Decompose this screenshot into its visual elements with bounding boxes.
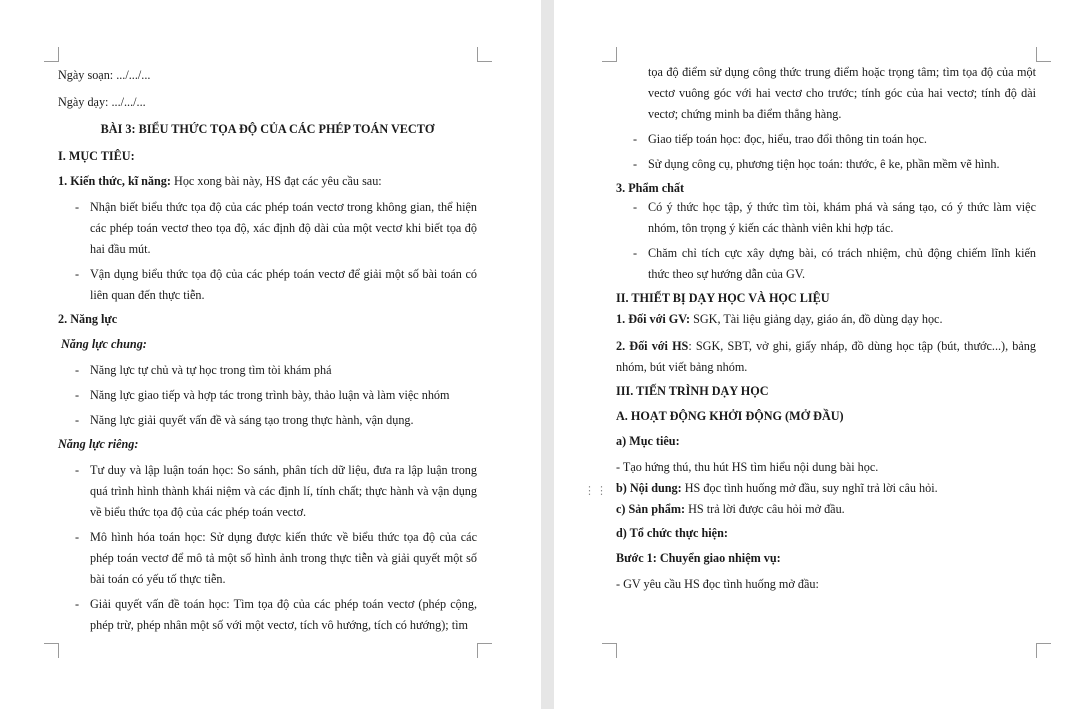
- crop-mark-top-left: [44, 47, 59, 62]
- hs-text: : SGK, SBT, vở ghi, giấy nháp, đồ dùng học tập (bút, thước...), bảng nhóm, bút viết bảng nhóm.: [616, 339, 1036, 374]
- lesson-title: BÀI 3: BIỂU THỨC TỌA ĐỘ CỦA CÁC PHÉP TOÁN VECTƠ: [100, 122, 435, 136]
- hs-line: [616, 336, 1036, 378]
- gv-line: [616, 309, 1036, 330]
- nang-luc-chung-list: [58, 360, 477, 431]
- list-item: - Tư duy và lập luận toán học: So sánh, phân tích dữ liệu, đưa ra lập luận trong quá trình hình thành khái niệm và các định lí, tính chất; thực hành và vận dụng về biểu thức tọa độ của các phép toán vectơ.: [58, 460, 477, 523]
- document-page-left: [0, 0, 541, 709]
- list-item: - Năng lực giao tiếp và hợp tác trong trình bày, thảo luận và làm việc nhóm: [58, 385, 477, 406]
- noi-dung-line: [616, 478, 1036, 499]
- hs-label: 2. Đối với HS: [616, 339, 689, 353]
- crop-mark-bottom-left: [44, 643, 59, 658]
- heading-hoat-dong: A. HOẠT ĐỘNG KHỞI ĐỘNG (MỞ ĐẦU): [616, 409, 844, 423]
- heading-nang-luc: 2. Năng lực: [58, 312, 118, 326]
- list-item: - Sử dụng công cụ, phương tiện học toán: thước, ê ke, phần mềm vẽ hình.: [616, 154, 1036, 175]
- list-item: - Giải quyết vấn đề toán học: Tìm tọa độ của các phép toán vectơ (phép cộng, phép trừ, phép nhân một số với một vectơ, tích vô hướng, tích có hướng); tìm: [58, 594, 477, 636]
- nang-luc-rieng-list-cont: [616, 129, 1036, 175]
- gv-label: 1. Đối với GV:: [616, 312, 691, 326]
- heading-nang-luc-rieng: Năng lực riêng:: [58, 437, 139, 451]
- crop-mark-top-right: [477, 47, 492, 62]
- nang-luc-rieng-list: [58, 460, 477, 636]
- list-item: - Nhận biết biểu thức tọa độ của các phép toán vectơ trong không gian, thể hiện các phép toán vectơ theo tọa độ, xác định độ dài của một vectơ khi biết tọa độ hai đầu mút.: [58, 197, 477, 260]
- heading-pham-chat: 3. Phẩm chất: [616, 181, 685, 195]
- heading-buoc-1: Bước 1: Chuyển giao nhiệm vụ:: [616, 551, 781, 565]
- heading-tien-trinh: III. TIẾN TRÌNH DẠY HỌC: [616, 384, 769, 398]
- list-item: - Chăm chỉ tích cực xây dựng bài, có trách nhiệm, chủ động chiếm lĩnh kiến thức theo sự hướng dẫn của GV.: [616, 243, 1036, 285]
- kien-thuc-list: [58, 197, 477, 306]
- crop-mark-bottom-left: [602, 643, 617, 658]
- gv-text: SGK, Tài liệu giảng dạy, giáo án, đồ dùng dạy học.: [690, 312, 943, 326]
- pham-chat-list: [616, 197, 1036, 285]
- continued-paragraph: tọa độ điểm sử dụng công thức trung điểm hoặc trọng tâm; tìm tọa độ của một vectơ vuông góc với hai vectơ cho trước; tính góc của hai vectơ; tính độ dài vectơ; chứng minh ba điểm thẳng hàng.: [648, 65, 1036, 121]
- muc-tieu-text: - Tạo hứng thú, thu hút HS tìm hiểu nội dung bài học.: [616, 460, 879, 474]
- crop-mark-bottom-right: [1036, 643, 1051, 658]
- heading-muc-tieu-a: a) Mục tiêu:: [616, 434, 680, 448]
- san-pham-text: HS trả lời được câu hỏi mở đầu.: [685, 502, 845, 516]
- heading-thiet-bi: II. THIẾT BỊ DẠY HỌC VÀ HỌC LIỆU: [616, 291, 830, 305]
- page-content[interactable]: [616, 62, 1036, 599]
- heading-nang-luc-chung: Năng lực chung:: [61, 337, 147, 351]
- crop-mark-top-right: [1036, 47, 1051, 62]
- crop-mark-bottom-right: [477, 643, 492, 658]
- noi-dung-text: HS đọc tình huống mở đầu, suy nghĩ trả lời câu hỏi.: [681, 481, 938, 495]
- drag-handle-icon[interactable]: ⋮⋮: [584, 484, 608, 497]
- heading-to-chuc: d) Tổ chức thực hiện:: [616, 526, 728, 540]
- san-pham-label: c) Sản phẩm:: [616, 502, 686, 516]
- crop-mark-top-left: [602, 47, 617, 62]
- page-content[interactable]: [58, 66, 477, 640]
- kien-thuc-line: [58, 172, 477, 190]
- ngay-day: Ngày dạy: .../.../...: [58, 95, 146, 109]
- san-pham-line: [616, 499, 1036, 520]
- ngay-soan: Ngày soạn: .../.../...: [58, 68, 151, 82]
- kien-thuc-text: Học xong bài này, HS đạt các yêu cầu sau:: [170, 174, 382, 188]
- list-item: - Giao tiếp toán học: đọc, hiểu, trao đổi thông tin toán học.: [616, 129, 1036, 150]
- list-item: - Có ý thức học tập, ý thức tìm tòi, khám phá và sáng tạo, có ý thức làm việc nhóm, tôn trọng ý kiến các thành viên khi hợp tác.: [616, 197, 1036, 239]
- list-item: - Mô hình hóa toán học: Sử dụng được kiến thức về biểu thức tọa độ của các phép toán vectơ để mô tả một số hình ảnh trong thực tiễn và giải quyết một số bài toán có yếu tố thực tiễn.: [58, 527, 477, 590]
- heading-muc-tieu: I. MỤC TIÊU:: [58, 149, 135, 163]
- document-page-right: [554, 0, 1089, 709]
- gv-yeu-cau: - GV yêu cầu HS đọc tình huống mở đầu:: [616, 577, 819, 591]
- list-item: - Năng lực tự chủ và tự học trong tìm tòi khám phá: [58, 360, 477, 381]
- list-item: - Vận dụng biểu thức tọa độ của các phép toán vectơ để giải một số bài toán có liên quan đến thực tiễn.: [58, 264, 477, 306]
- list-item: - Năng lực giải quyết vấn đề và sáng tạo trong thực hành, vận dụng.: [58, 410, 477, 431]
- noi-dung-label: b) Nội dung:: [616, 481, 682, 495]
- kien-thuc-label: 1. Kiến thức, kĩ năng:: [58, 174, 171, 188]
